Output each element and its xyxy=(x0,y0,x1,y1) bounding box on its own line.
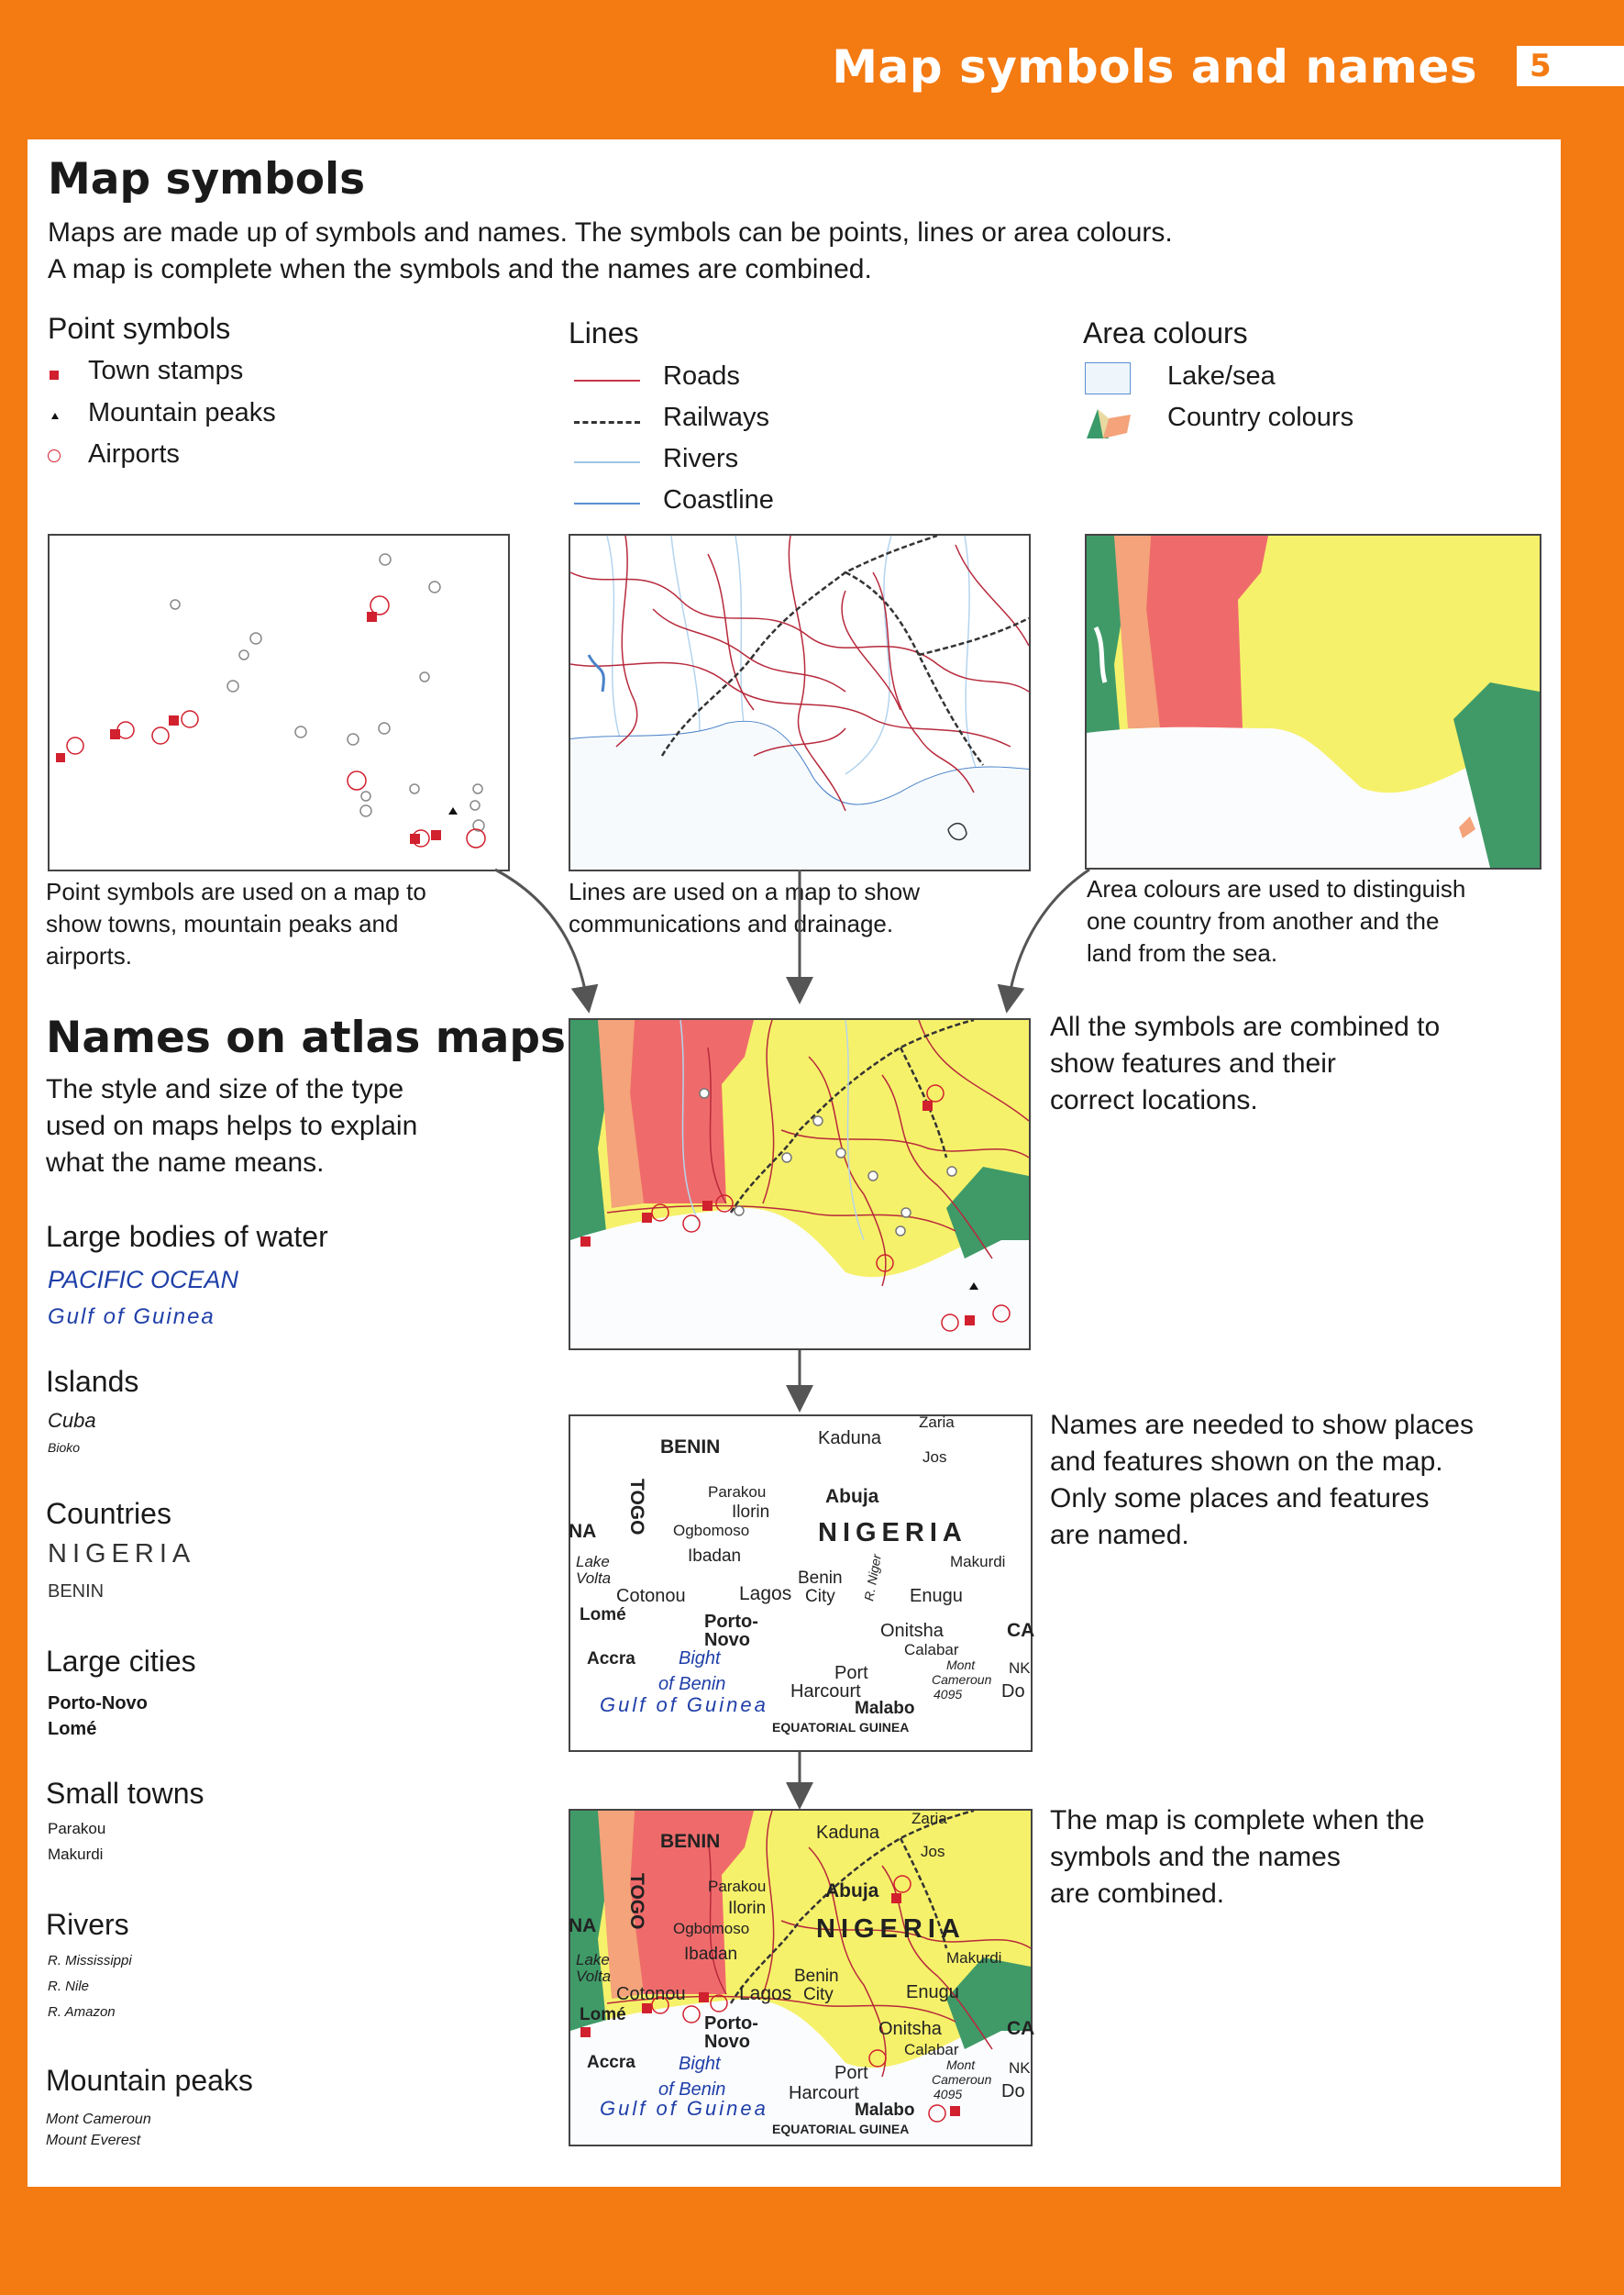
combined-symbols-map xyxy=(569,1018,1031,1350)
complete-map xyxy=(569,1809,1033,2146)
label-cotonou: Cotonou xyxy=(616,1586,686,1606)
area-caption-3: land from the sea. xyxy=(1087,939,1278,967)
complete-label-eq-guinea: EQUATORIAL GUINEA xyxy=(772,2122,910,2136)
label-na: NA xyxy=(569,1521,597,1542)
point-symbols-heading: Point symbols xyxy=(48,312,231,345)
label-ca: CA xyxy=(1007,1620,1035,1641)
complete-label-ilorin: Ilorin xyxy=(728,1899,767,1918)
complete-label-kaduna: Kaduna xyxy=(816,1823,879,1843)
label-gulf: Gulf of Guinea xyxy=(600,1693,768,1716)
label-r-niger: R. Niger xyxy=(861,1553,884,1602)
example-gulf-of-guinea: Gulf of Guinea xyxy=(48,1304,215,1329)
area-colours-heading: Area colours xyxy=(1083,316,1248,349)
complete-label-ogbomoso: Ogbomoso xyxy=(673,1920,750,1937)
label-calabar: Calabar xyxy=(904,1641,959,1658)
legend-railways: Railways xyxy=(663,403,770,432)
example-parakou: Parakou xyxy=(48,1820,106,1837)
legend-town-stamps: Town stamps xyxy=(88,356,244,385)
names-map xyxy=(569,1414,1033,1752)
map-symbols-title: Map symbols xyxy=(48,154,366,205)
complete-label-harcourt: Harcourt xyxy=(789,2083,859,2103)
label-benin-city-1: Benin xyxy=(798,1569,843,1588)
complete-label-benin-city-2: City xyxy=(803,1985,834,2004)
cat-rivers-heading: Rivers xyxy=(46,1908,129,1941)
label-eq-guinea: EQUATORIAL GUINEA xyxy=(772,1720,910,1735)
coastline-line-icon xyxy=(574,503,640,504)
area-caption-1: Area colours are used to distinguish xyxy=(1087,875,1466,903)
complete-label-enugu: Enugu xyxy=(906,1982,959,2002)
complete-label-abuja: Abuja xyxy=(825,1880,879,1901)
point-caption-3: airports. xyxy=(46,942,132,970)
cat-towns-heading: Small towns xyxy=(46,1777,204,1810)
complete-label-nk: NK xyxy=(1009,2059,1031,2077)
complete-label-4095: 4095 xyxy=(934,2087,963,2101)
mountain-peak-icon xyxy=(51,413,59,419)
combined-symbols-map-graphic xyxy=(570,1020,1029,1348)
label-do: Do xyxy=(1001,1681,1025,1702)
complete-label-lake: Lake xyxy=(576,1951,610,1968)
label-bight-2: of Benin xyxy=(658,1674,726,1694)
lake-sea-swatch xyxy=(1085,362,1131,394)
river-line-icon xyxy=(574,461,640,463)
example-nigeria: NIGERIA xyxy=(48,1539,196,1569)
example-mississippi: R. Mississippi xyxy=(48,1953,132,1968)
names-map-graphic xyxy=(569,1414,1035,1750)
lines-map-graphic xyxy=(570,536,1029,870)
complete-label-malabo: Malabo xyxy=(855,2101,915,2120)
complete-label-accra: Accra xyxy=(587,2053,635,2072)
label-porto-novo-1: Porto- xyxy=(704,1612,758,1632)
legend-country-colours: Country colours xyxy=(1167,403,1354,432)
label-volta-2: Volta xyxy=(576,1569,612,1587)
complete-label-onitsha: Onitsha xyxy=(878,2019,942,2039)
names-intro-1: The style and size of the type xyxy=(46,1074,404,1104)
label-accra: Accra xyxy=(587,1649,635,1669)
label-malabo: Malabo xyxy=(855,1699,915,1718)
point-caption-2: show towns, mountain peaks and xyxy=(46,910,399,937)
label-ogbomoso: Ogbomoso xyxy=(673,1522,750,1539)
legend-lake-sea: Lake/sea xyxy=(1167,361,1276,391)
lines-caption-2: communications and drainage. xyxy=(569,910,894,937)
intro-line-1: Maps are made up of symbols and names. The symbols can be points, lines or area colours. xyxy=(48,217,1173,248)
legend-rivers: Rivers xyxy=(663,444,739,473)
road-line-icon xyxy=(574,380,640,382)
label-lake: Lake xyxy=(576,1553,610,1570)
area-colours-map-graphic xyxy=(1087,536,1540,868)
point-symbols-map-graphic xyxy=(50,536,508,870)
complete-label-parakou: Parakou xyxy=(708,1878,767,1895)
label-enugu: Enugu xyxy=(910,1586,963,1606)
complete-label-volta: Volta xyxy=(576,1968,612,1985)
names-text-3: Only some places and features xyxy=(1050,1483,1430,1513)
airport-icon xyxy=(48,449,61,462)
point-caption-1: Point symbols are used on a map to xyxy=(46,878,426,905)
town-stamp-icon xyxy=(50,371,59,380)
complete-label-benin: BENIN xyxy=(660,1831,721,1852)
complete-label-port: Port xyxy=(834,2063,868,2083)
names-text-4: are named. xyxy=(1050,1520,1189,1550)
complete-label-togo: TOGO xyxy=(626,1873,647,1930)
complete-label-makurdi: Makurdi xyxy=(946,1949,1002,1967)
complete-map-graphic xyxy=(569,1810,1035,2145)
label-cameroun: Cameroun xyxy=(932,1672,992,1687)
complete-label-lagos: Lagos xyxy=(739,1983,792,2004)
label-nigeria: NIGERIA xyxy=(818,1518,967,1547)
label-togo: TOGO xyxy=(626,1479,647,1536)
complete-label-calabar: Calabar xyxy=(904,2041,959,2058)
names-title: Names on atlas maps xyxy=(46,1013,567,1063)
names-text-1: Names are needed to show places xyxy=(1050,1410,1474,1440)
complete-label-ca: CA xyxy=(1007,2018,1035,2039)
legend-airports: Airports xyxy=(88,439,180,469)
example-mount-everest: Mount Everest xyxy=(46,2133,141,2148)
label-benin-city-2: City xyxy=(805,1587,835,1606)
point-symbols-map xyxy=(48,534,510,871)
lines-caption-1: Lines are used on a map to show xyxy=(569,878,921,905)
complete-label-jos: Jos xyxy=(921,1843,945,1860)
complete-label-bight-1: Bight xyxy=(679,2054,721,2074)
complete-label-bight-2: of Benin xyxy=(658,2079,726,2100)
lines-heading: Lines xyxy=(569,316,639,349)
legend-roads: Roads xyxy=(663,361,740,391)
example-cuba: Cuba xyxy=(48,1409,96,1432)
complete-text-3: are combined. xyxy=(1050,1879,1225,1909)
example-porto-novo: Porto-Novo xyxy=(48,1693,148,1713)
complete-label-cameroun: Cameroun xyxy=(932,2072,992,2087)
complete-label-cotonou: Cotonou xyxy=(616,1984,686,2004)
label-jos: Jos xyxy=(922,1448,947,1466)
names-text-2: and features shown on the map. xyxy=(1050,1447,1443,1477)
complete-label-do: Do xyxy=(1001,2081,1025,2101)
example-nile: R. Nile xyxy=(48,1979,90,1994)
example-mont-cameroun: Mont Cameroun xyxy=(46,2112,151,2127)
label-porto-novo-2: Novo xyxy=(704,1630,750,1650)
legend-coastline: Coastline xyxy=(663,485,774,515)
area-colours-map xyxy=(1085,534,1541,870)
page-header-title: Map symbols and names xyxy=(832,40,1477,94)
complete-text-1: The map is complete when the xyxy=(1050,1805,1425,1835)
country-colours-swatch xyxy=(1085,405,1132,440)
example-makurdi: Makurdi xyxy=(48,1846,104,1863)
label-nk: NK xyxy=(1009,1659,1031,1677)
label-lome: Lomé xyxy=(580,1605,626,1624)
cat-peaks-heading: Mountain peaks xyxy=(46,2064,253,2097)
railway-line-icon xyxy=(574,421,640,424)
label-port: Port xyxy=(834,1663,868,1683)
example-lome: Lomé xyxy=(48,1719,97,1739)
label-4095: 4095 xyxy=(934,1687,963,1702)
complete-label-na: NA xyxy=(569,1915,597,1936)
label-parakou: Parakou xyxy=(708,1483,767,1501)
label-ibadan: Ibadan xyxy=(688,1547,742,1566)
cat-cities-heading: Large cities xyxy=(46,1645,196,1678)
example-bioko: Bioko xyxy=(48,1440,81,1455)
complete-label-porto-novo-2: Novo xyxy=(704,2032,750,2052)
legend-mountain-peaks: Mountain peaks xyxy=(88,398,276,427)
label-harcourt: Harcourt xyxy=(790,1681,861,1702)
combined-text-2: show features and their xyxy=(1050,1048,1336,1079)
label-zaria: Zaria xyxy=(919,1414,955,1431)
label-kaduna: Kaduna xyxy=(818,1428,881,1448)
label-ilorin: Ilorin xyxy=(732,1502,770,1522)
combined-text-3: correct locations. xyxy=(1050,1085,1258,1115)
label-onitsha: Onitsha xyxy=(880,1621,944,1641)
complete-label-mont: Mont xyxy=(946,2057,976,2072)
complete-label-porto-novo-1: Porto- xyxy=(704,2013,758,2034)
complete-label-gulf: Gulf of Guinea xyxy=(600,2097,768,2120)
example-amazon: R. Amazon xyxy=(48,2004,116,2020)
cat-countries-heading: Countries xyxy=(46,1497,171,1530)
label-makurdi: Makurdi xyxy=(950,1553,1006,1570)
page-number: 5 xyxy=(1517,46,1624,86)
complete-label-lome: Lomé xyxy=(580,2005,626,2024)
cat-water-heading: Large bodies of water xyxy=(46,1220,328,1253)
example-benin: BENIN xyxy=(48,1581,105,1602)
complete-label-benin-city-1: Benin xyxy=(794,1967,839,1986)
lines-map xyxy=(569,534,1031,871)
combined-text-1: All the symbols are combined to xyxy=(1050,1012,1441,1042)
label-mont: Mont xyxy=(946,1658,976,1672)
names-intro-2: used on maps helps to explain xyxy=(46,1111,418,1141)
complete-label-zaria: Zaria xyxy=(911,1810,947,1827)
complete-text-2: symbols and the names xyxy=(1050,1842,1341,1872)
area-caption-2: one country from another and the xyxy=(1087,907,1440,935)
names-intro-3: what the name means. xyxy=(46,1148,325,1178)
complete-label-ibadan: Ibadan xyxy=(684,1945,738,1964)
label-lagos: Lagos xyxy=(739,1583,792,1604)
intro-line-2: A map is complete when the symbols and the names are combined. xyxy=(48,254,872,284)
example-pacific-ocean: PACIFIC OCEAN xyxy=(48,1266,239,1293)
cat-islands-heading: Islands xyxy=(46,1365,139,1398)
label-abuja: Abuja xyxy=(825,1486,879,1507)
label-bight-1: Bight xyxy=(679,1648,721,1669)
complete-label-nigeria: NIGERIA xyxy=(816,1914,966,1944)
label-benin: BENIN xyxy=(660,1436,721,1458)
